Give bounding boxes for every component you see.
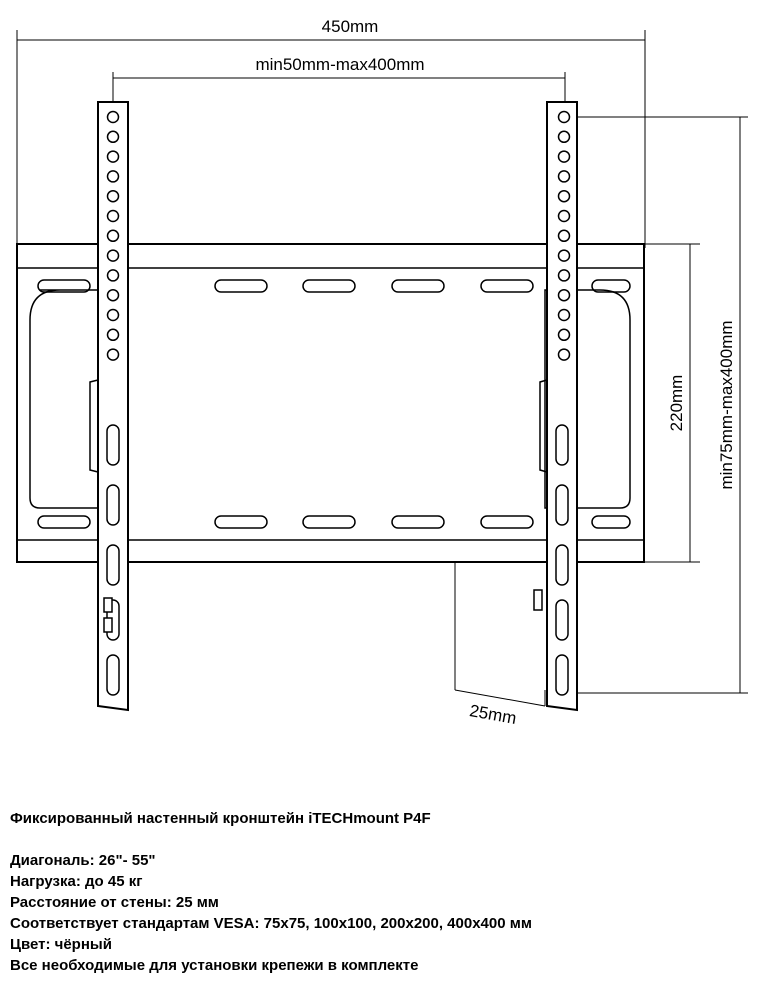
spec-wall-distance: Расстояние от стены: 25 мм [10,894,219,911]
mount-hole [559,171,570,182]
mount-hole [559,270,570,281]
spec-color: Цвет: чёрный [10,936,112,953]
mount-hole [108,211,119,222]
safety-latches [104,590,542,632]
mount-hole [108,230,119,241]
mount-hole [559,191,570,202]
mount-hole [108,349,119,360]
spec-diagonal: Диагональ: 26"- 55" [10,852,156,869]
spec-hardware: Все необходимые для установки крепежи в комплекте [10,957,419,974]
frame-height-label: 220mm [667,374,686,432]
width-label: 450mm [321,17,379,36]
product-title: Фиксированный настенный кронштейн iTECHmount P4F [10,810,431,827]
mount-hole [559,151,570,162]
mount-hole [559,250,570,261]
mount-hole [559,112,570,123]
mount-hole [108,112,119,123]
mount-hole [108,310,119,321]
mount-hole [559,211,570,222]
wall-distance-label: 25mm [468,701,518,729]
wall-distance-dimension [455,562,545,706]
spec-vesa: Соответствует стандартам VESA: 75х75, 100х100, 200х200, 400х400 мм [10,915,532,932]
spec-block [10,808,750,976]
mount-hole [108,270,119,281]
mount-hole [108,171,119,182]
vesa-horizontal-dimension [113,72,565,102]
mount-hole [108,131,119,142]
mount-hole [559,329,570,340]
vesa-horizontal-label: min50mm-max400mm [255,55,425,74]
mount-hole [108,191,119,202]
mount-hole [559,310,570,321]
vesa-vertical-label: min75mm-max400mm [717,320,736,490]
mount-hole [108,151,119,162]
spec-load: Нагрузка: до 45 кг [10,873,143,890]
mount-hole [559,131,570,142]
mount-hole [108,250,119,261]
mount-hole [559,230,570,241]
mount-hole [559,349,570,360]
mount-hole [559,290,570,301]
mount-hole [108,290,119,301]
mount-hole [108,329,119,340]
